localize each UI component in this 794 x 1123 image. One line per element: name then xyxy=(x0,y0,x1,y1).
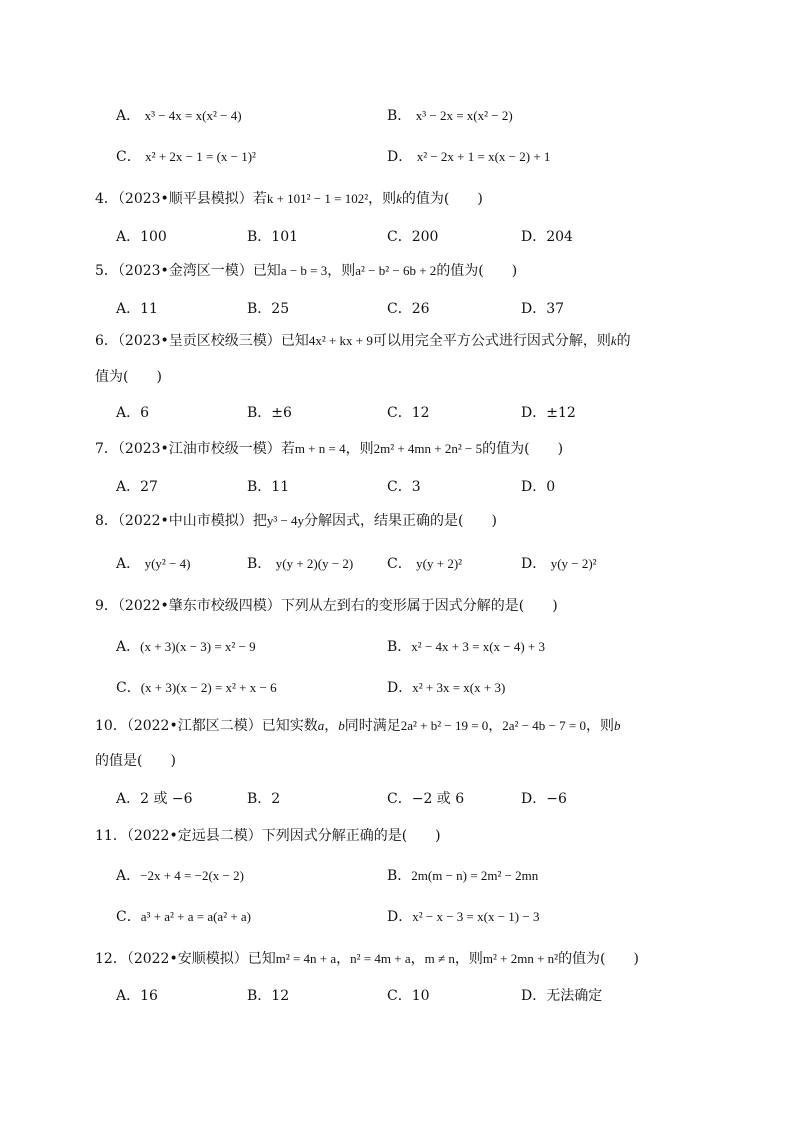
option-expression: −2x + 4 = −2(x − 2) xyxy=(140,868,244,883)
question-text: ，则 xyxy=(345,441,374,457)
option-label: C． xyxy=(116,149,141,165)
question-6-line2: 值为( ) xyxy=(95,369,162,385)
q10-option-c: C．−2 或 6 xyxy=(387,791,465,807)
question-text: 的 xyxy=(616,333,631,349)
question-12 xyxy=(95,949,639,969)
question-number: 7． xyxy=(95,441,118,457)
question-source: （2023•江油市校级一模） xyxy=(117,441,281,457)
option-expression: y(y − 2)² xyxy=(550,556,597,571)
question-text: 若 xyxy=(252,191,267,207)
q5-option-a: A．11 xyxy=(116,301,158,317)
option-label: A． xyxy=(116,108,141,124)
question-text: 分解因式，结果正确的是( ) xyxy=(304,513,497,529)
punctuation: ， xyxy=(324,718,339,734)
q11-option-d xyxy=(387,907,539,927)
q6-option-b: B．±6 xyxy=(247,405,292,421)
question-source: （2023•金湾区一模） xyxy=(117,263,253,279)
q9-option-d xyxy=(387,678,505,698)
question-text: 的值为( ) xyxy=(482,441,564,457)
question-number: 5． xyxy=(95,263,118,279)
option-expression: a³ + a² + a = a(a² + a) xyxy=(140,909,252,924)
question-text: ，则 xyxy=(585,718,614,734)
question-10-line2: 的值是( ) xyxy=(95,753,176,769)
question-text: 若 xyxy=(280,441,295,457)
option-expression: (x + 3)(x − 3) = x² − 9 xyxy=(140,639,256,654)
math-expression: m ≠ n xyxy=(424,951,455,966)
question-9 xyxy=(95,596,558,616)
option-label: D． xyxy=(521,556,547,572)
question-text: ，则 xyxy=(368,191,397,207)
q6-option-c: C．12 xyxy=(387,405,430,421)
question-source: （2022•中山市模拟） xyxy=(117,513,253,529)
option-label: B． xyxy=(387,639,412,655)
question-text: 已知 xyxy=(247,951,276,967)
q7-option-c: C．3 xyxy=(387,479,421,495)
q12-option-a: A．16 xyxy=(116,988,158,1004)
question-source: （2022•肇东市校级四模） xyxy=(117,598,281,614)
q10-option-d: D．−6 xyxy=(521,791,567,807)
q11-option-b xyxy=(387,866,538,886)
option-expression: x² − 2x + 1 = x(x − 2) + 1 xyxy=(416,149,551,164)
question-4 xyxy=(95,189,483,209)
q8-option-b xyxy=(247,554,353,574)
question-text: ，则 xyxy=(327,263,356,279)
question-text: 的值为( ) xyxy=(401,191,483,207)
option-expression: 2m(m − n) = 2m² − 2mn xyxy=(411,868,539,883)
question-source: （2022•江都区二模） xyxy=(126,718,262,734)
option-expression: x² + 2x − 1 = (x − 1)² xyxy=(145,149,256,164)
question-text: 可以用完全平方公式进行因式分解，则 xyxy=(372,333,611,349)
question-number: 4． xyxy=(95,191,118,207)
q5-option-d: D．37 xyxy=(521,301,565,317)
q5-option-c: C．26 xyxy=(387,301,430,317)
question-text: ，则 xyxy=(454,951,483,967)
math-variable: b xyxy=(613,718,621,733)
math-expression: m² + 2mn + n² xyxy=(482,951,559,966)
math-expression: 2a² + b² − 19 = 0 xyxy=(400,718,489,733)
q3-option-b xyxy=(387,106,513,126)
question-source: （2022•安顺模拟） xyxy=(126,951,248,967)
option-label: C． xyxy=(116,680,141,696)
math-expression: a − b = 3 xyxy=(280,263,328,278)
math-expression: a² − b² − 6b + 2 xyxy=(355,263,437,278)
question-number: 10． xyxy=(95,718,127,734)
q9-option-c xyxy=(116,678,277,698)
math-expression: k + 101² − 1 = 102² xyxy=(266,191,369,206)
math-expression: 4x² + kx + 9 xyxy=(308,333,373,348)
question-source: （2023•顺平县模拟） xyxy=(117,191,253,207)
math-expression: y³ − 4y xyxy=(266,513,305,528)
question-text: 把 xyxy=(252,513,267,529)
question-number: 9． xyxy=(95,598,118,614)
option-expression: x² − 4x + 3 = x(x − 4) + 3 xyxy=(411,639,546,654)
option-expression: x² + 3x = x(x + 3) xyxy=(412,680,506,695)
q6-option-a: A．6 xyxy=(116,405,150,421)
option-label: B． xyxy=(387,868,412,884)
option-expression: y(y + 2)² xyxy=(416,556,463,571)
option-label: C． xyxy=(116,909,141,925)
q8-option-c xyxy=(387,554,462,574)
q11-option-a xyxy=(116,866,244,886)
math-expression: m + n = 4 xyxy=(294,441,346,456)
question-number: 12． xyxy=(95,951,127,967)
option-label: C． xyxy=(387,556,412,572)
option-expression: x³ − 2x = x(x² − 2) xyxy=(415,108,513,123)
question-number: 6． xyxy=(95,333,118,349)
q9-option-b xyxy=(387,637,545,657)
option-label: B． xyxy=(387,108,412,124)
q8-option-a xyxy=(116,554,190,574)
punctuation: ， xyxy=(488,718,503,734)
question-11 xyxy=(95,826,441,846)
question-10 xyxy=(95,716,620,736)
q12-option-b: B．12 xyxy=(247,988,290,1004)
q3-option-a xyxy=(116,106,242,126)
q10-option-b: B．2 xyxy=(247,791,281,807)
option-expression: y(y + 2)(y − 2) xyxy=(275,556,354,571)
q4-option-b: B．101 xyxy=(247,229,299,245)
math-expression: m² = 4n + a xyxy=(275,951,337,966)
question-number: 11． xyxy=(95,828,127,844)
question-text: 已知 xyxy=(252,263,281,279)
question-text: 的值为( ) xyxy=(558,951,639,967)
q6-option-d: D．±12 xyxy=(521,405,576,421)
option-label: A． xyxy=(116,868,141,884)
question-text: 下列从左到右的变形属于因式分解的是( ) xyxy=(280,598,558,614)
option-label: D． xyxy=(387,149,413,165)
question-7 xyxy=(95,439,563,459)
option-expression: x³ − 4x = x(x² − 4) xyxy=(144,108,242,123)
option-label: D． xyxy=(387,909,413,925)
question-text: 已知 xyxy=(280,333,309,349)
q7-option-b: B．11 xyxy=(247,479,290,495)
q12-option-c: C．10 xyxy=(387,988,430,1004)
option-expression: x² − x − 3 = x(x − 1) − 3 xyxy=(412,909,540,924)
math-expression: 2m² + 4mn + 2n² − 5 xyxy=(373,441,483,456)
q12-option-d: D．无法确定 xyxy=(521,988,603,1004)
q10-option-a: A．2 或 −6 xyxy=(116,791,193,807)
question-text: 的值为( ) xyxy=(436,263,518,279)
option-label: A． xyxy=(116,639,141,655)
question-text: 同时满足 xyxy=(344,718,401,734)
math-variable: k xyxy=(396,191,402,206)
math-variable: k xyxy=(610,333,617,348)
math-expression: 2a² − 4b − 7 = 0 xyxy=(502,718,586,733)
option-expression: y(y² − 4) xyxy=(144,556,191,571)
punctuation: ， xyxy=(336,951,351,967)
option-label: D． xyxy=(387,680,413,696)
option-label: A． xyxy=(116,556,141,572)
q4-option-c: C．200 xyxy=(387,229,439,245)
q3-option-c xyxy=(116,147,256,167)
question-text: 下列因式分解正确的是( ) xyxy=(261,828,441,844)
question-6 xyxy=(95,331,631,351)
punctuation: ， xyxy=(410,951,425,967)
question-text: 已知实数 xyxy=(261,718,318,734)
q4-option-d: D．204 xyxy=(521,229,573,245)
math-variable: a xyxy=(317,718,325,733)
question-5 xyxy=(95,261,517,281)
q9-option-a xyxy=(116,637,256,657)
q7-option-d: D．0 xyxy=(521,479,556,495)
question-8 xyxy=(95,511,497,531)
question-source: （2022•定远县二模） xyxy=(126,828,262,844)
q3-option-d xyxy=(387,147,550,167)
math-expression: n² = 4m + a xyxy=(350,951,411,966)
q11-option-c xyxy=(116,907,251,927)
math-variable: b xyxy=(338,718,345,733)
q5-option-b: B．25 xyxy=(247,301,290,317)
q7-option-a: A．27 xyxy=(116,479,158,495)
q4-option-a: A．100 xyxy=(116,229,167,245)
option-label: B． xyxy=(247,556,272,572)
q8-option-d xyxy=(521,554,597,574)
question-number: 8． xyxy=(95,513,118,529)
question-source: （2023•呈贡区校级三模） xyxy=(117,333,281,349)
option-expression: (x + 3)(x − 2) = x² + x − 6 xyxy=(140,680,277,695)
